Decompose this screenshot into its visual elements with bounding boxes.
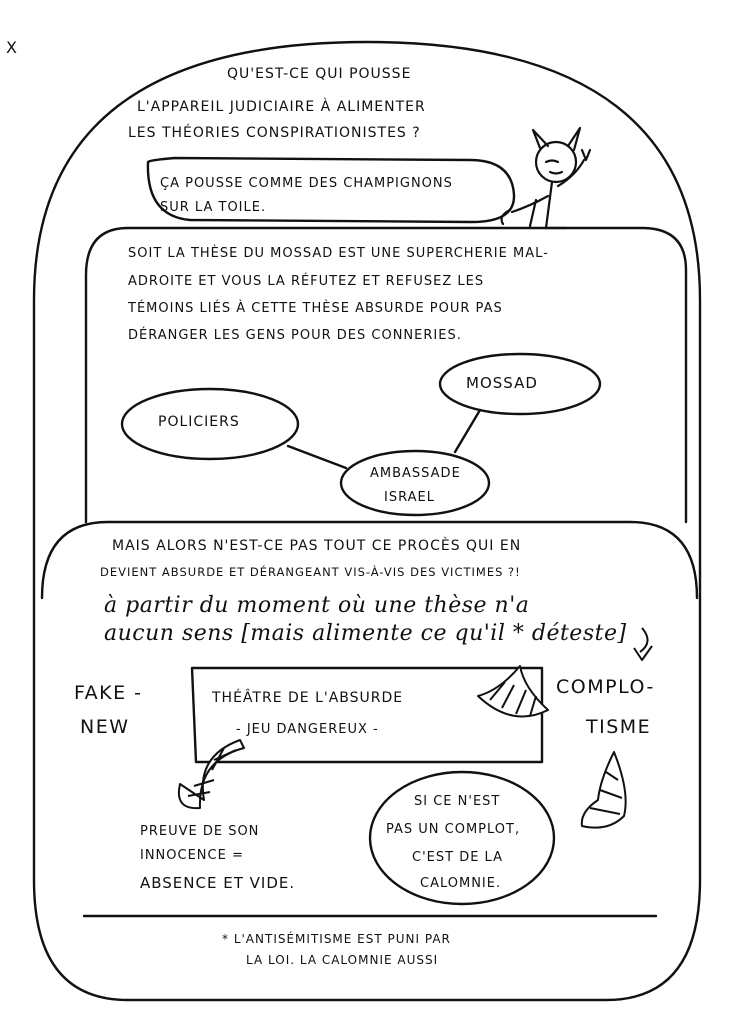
policiers-label: POLICIERS <box>158 414 240 430</box>
horn-right-of-theatre <box>478 666 548 716</box>
panel-3-frame <box>42 522 697 598</box>
title-line-1: QU'EST-CE QUI POUSSE <box>227 66 412 82</box>
corner-mark: X <box>6 38 18 57</box>
panel2-line-4: DÉRANGER LES GENS POUR DES CONNERIES. <box>128 328 462 343</box>
panel2-line-2: ADROITE ET VOUS LA RÉFUTEZ ET REFUSEZ LES <box>128 274 485 289</box>
fake-new-line-2: NEW <box>80 716 130 738</box>
preuve-line-3: ABSENCE ET VIDE. <box>140 874 296 892</box>
complot-line-2: PAS UN COMPLOT, <box>386 822 521 837</box>
title-line-2: L'APPAREIL JUDICIAIRE À ALIMENTER <box>137 99 426 115</box>
mossad-label: MOSSAD <box>466 374 538 392</box>
complot-line-3: C'EST DE LA <box>412 850 503 865</box>
panel3-line-2: DEVIENT ABSURDE ET DÉRANGEANT VIS-À-VIS DES VICTIMES ?! <box>100 565 521 579</box>
horn-lower-right <box>582 752 626 828</box>
theatre-line-2: - JEU DANGEREUX - <box>236 722 379 737</box>
panel2-line-1: SOIT LA THÈSE DU MOSSAD EST UNE SUPERCHERIE MAL- <box>128 246 549 261</box>
devil-character-drawing <box>502 128 590 228</box>
speech-bubble-line-2: SUR LA TOILE. <box>160 200 267 215</box>
preuve-line-2: INNOCENCE = <box>140 848 244 863</box>
fake-new-line-1: FAKE - <box>74 682 143 704</box>
speech-bubble-line-1: ÇA POUSSE COMME DES CHAMPIGNONS <box>160 176 453 191</box>
complotisme-line-1: COMPLO- <box>556 676 655 698</box>
preuve-line-1: PREUVE DE SON <box>140 824 260 839</box>
complot-line-4: CALOMNIE. <box>420 876 502 891</box>
panel3-line-1: MAIS ALORS N'EST-CE PAS TOUT CE PROCÈS QUI EN <box>112 538 522 554</box>
diagram-link-mossad-ambassade <box>455 410 480 452</box>
complotisme-line-2: TISME <box>586 716 652 738</box>
title-line-3: LES THÉORIES CONSPIRATIONISTES ? <box>128 125 421 141</box>
panel2-line-3: TÉMOINS LIÉS À CETTE THÈSE ABSURDE POUR PAS <box>128 301 503 316</box>
footnote-line-1: * L'ANTISÉMITISME EST PUNI PAR <box>222 932 451 946</box>
cursive-line-1: à partir du moment où une thèse n'a <box>104 593 530 618</box>
theatre-line-1: THÉÂTRE DE L'ABSURDE <box>212 690 404 706</box>
complot-line-1: SI CE N'EST <box>414 794 501 809</box>
curly-arrow <box>634 628 652 660</box>
cursive-line-2: aucun sens [mais alimente ce qu'il * déteste] <box>104 621 627 646</box>
ambassade-label: AMBASSADE <box>370 466 461 481</box>
footnote-line-2: LA LOI. LA CALOMNIE AUSSI <box>246 953 439 967</box>
diagram-link-policiers-ambassade <box>288 446 346 468</box>
israel-label: ISRAEL <box>384 490 435 505</box>
